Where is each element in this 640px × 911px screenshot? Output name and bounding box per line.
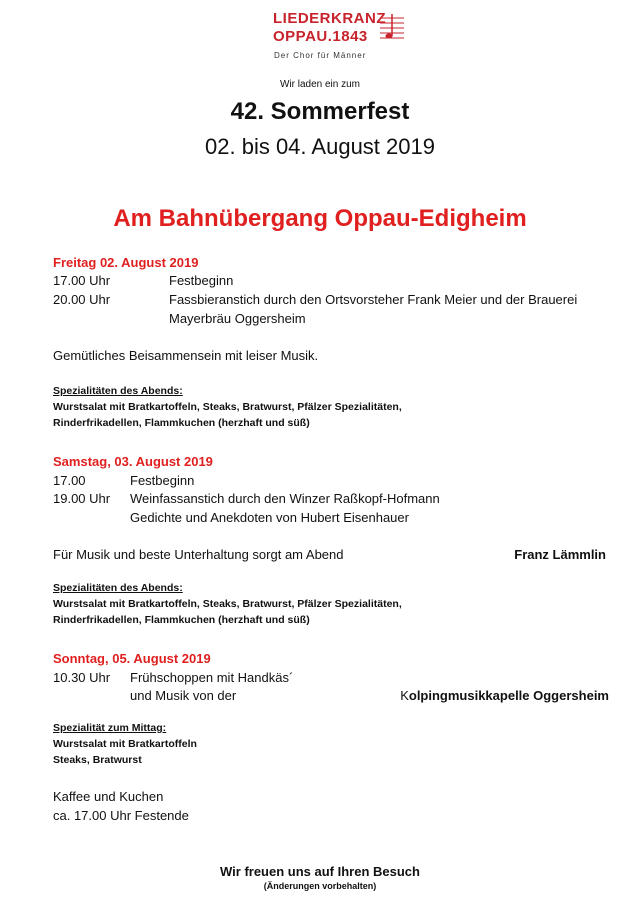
friday-specialties-2: Rinderfrikadellen, Flammkuchen (herzhaft und süß) xyxy=(53,417,310,429)
friday-specialties-1: Wurstsalat mit Bratkartoffeln, Steaks, Bratwurst, Pfälzer Spezialitäten, xyxy=(53,401,402,413)
logo-subtitle: Der Chor für Männer xyxy=(274,51,367,60)
saturday-event-2b: Gedichte und Anekdoten von Hubert Eisenhauer xyxy=(130,510,409,525)
event-dates: 02. bis 04. August 2019 xyxy=(205,134,435,159)
friday-event-1: Festbeginn xyxy=(169,273,234,288)
logo-text-line1: LIEDERKRANZ xyxy=(273,10,386,27)
event-title: 42. Sommerfest xyxy=(230,98,410,125)
friday-event-2a: Fassbieranstich durch den Ortsvorsteher Frank Meier und der Brauerei xyxy=(169,292,578,307)
sunday-event-1b: und Musik von der xyxy=(130,688,237,703)
saturday-event-2a: Weinfassanstich durch den Winzer Raßkopf-Hofmann xyxy=(130,491,440,506)
saturday-time-2: 19.00 Uhr xyxy=(53,491,111,506)
saturday-event-1: Festbeginn xyxy=(130,473,195,488)
saturday-specialties-2: Rinderfrikadellen, Flammkuchen (herzhaft und süß) xyxy=(53,614,310,626)
friday-event-2b: Mayerbräu Oggersheim xyxy=(169,311,306,326)
friday-specialties-title: Spezialitäten des Abends: xyxy=(53,385,183,397)
sunday-heading: Sonntag, 05. August 2019 xyxy=(53,651,211,666)
sunday-band-initial: K xyxy=(400,688,409,703)
music-staff-icon xyxy=(380,12,406,48)
logo-text-line2: OPPAU.1843 xyxy=(273,28,368,45)
invite-text: Wir laden ein zum xyxy=(279,79,361,90)
footer-line-1: Wir freuen uns auf Ihren Besuch xyxy=(220,864,420,879)
sunday-band xyxy=(400,688,609,703)
sunday-specialties-title: Spezialität zum Mittag: xyxy=(53,722,167,734)
saturday-specialties-title: Spezialitäten des Abends: xyxy=(53,582,183,594)
sunday-extra-2: ca. 17.00 Uhr Festende xyxy=(53,808,189,823)
saturday-note: Für Musik und beste Unterhaltung sorgt am Abend xyxy=(53,547,344,562)
event-location: Am Bahnübergang Oppau-Edigheim xyxy=(113,205,527,232)
friday-time-2: 20.00 Uhr xyxy=(53,292,111,307)
saturday-specialties-1: Wurstsalat mit Bratkartoffeln, Steaks, Bratwurst, Pfälzer Spezialitäten, xyxy=(53,598,402,610)
friday-note: Gemütliches Beisammensein mit leiser Musik. xyxy=(53,348,319,363)
sunday-band-name: olpingmusikkapelle Oggersheim xyxy=(408,688,609,703)
sunday-event-1a: Frühschoppen mit Handkäs´ xyxy=(130,670,294,685)
sunday-extra-1: Kaffee und Kuchen xyxy=(53,789,164,804)
friday-time-1: 17.00 Uhr xyxy=(53,273,111,288)
footer-line-2: (Änderungen vorbehalten) xyxy=(263,881,377,891)
sunday-specialties-2: Steaks, Bratwurst xyxy=(53,754,142,766)
saturday-heading: Samstag, 03. August 2019 xyxy=(53,454,213,469)
friday-heading: Freitag 02. August 2019 xyxy=(53,255,199,270)
saturday-time-1: 17.00 xyxy=(53,473,86,488)
saturday-artist: Franz Lämmlin xyxy=(514,547,606,562)
sunday-time-1: 10.30 Uhr xyxy=(53,670,111,685)
sunday-specialties-1: Wurstsalat mit Bratkartoffeln xyxy=(53,738,197,750)
